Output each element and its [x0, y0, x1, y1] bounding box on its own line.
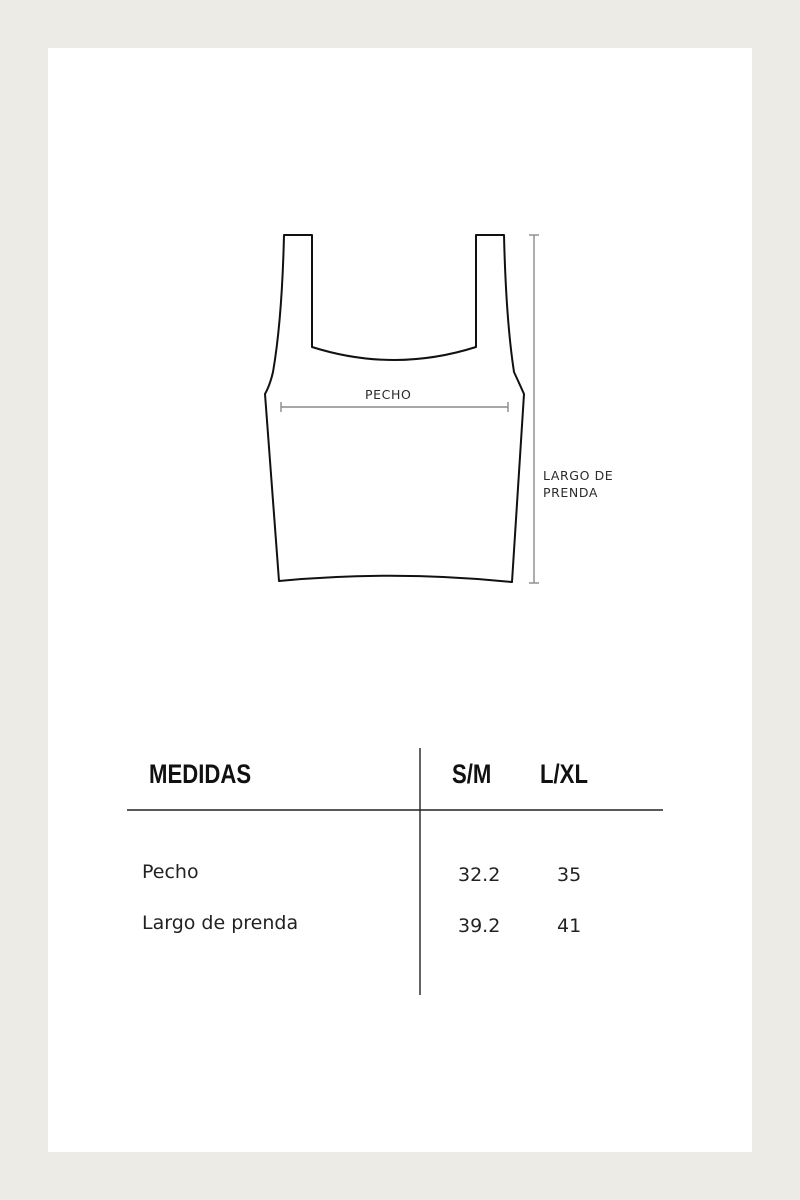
length-label-line1: LARGO DE [543, 468, 614, 483]
table-header-title: MEDIDAS [149, 759, 252, 789]
cell-chest-lxl: 35 [557, 864, 582, 886]
length-label-line2: PRENDA [543, 485, 599, 500]
chest-label: PECHO [365, 387, 412, 402]
column-header-sm: S/M [452, 759, 492, 789]
row-label-length: Largo de prenda [142, 912, 299, 934]
cell-length-lxl: 41 [557, 915, 582, 937]
column-header-lxl: L/XL [540, 759, 588, 789]
length-measure-line [529, 235, 539, 583]
crop-top-outline [265, 235, 524, 582]
row-label-chest: Pecho [142, 861, 199, 883]
cell-chest-sm: 32.2 [458, 864, 501, 886]
chest-measure-line [281, 402, 508, 412]
cell-length-sm: 39.2 [458, 915, 501, 937]
